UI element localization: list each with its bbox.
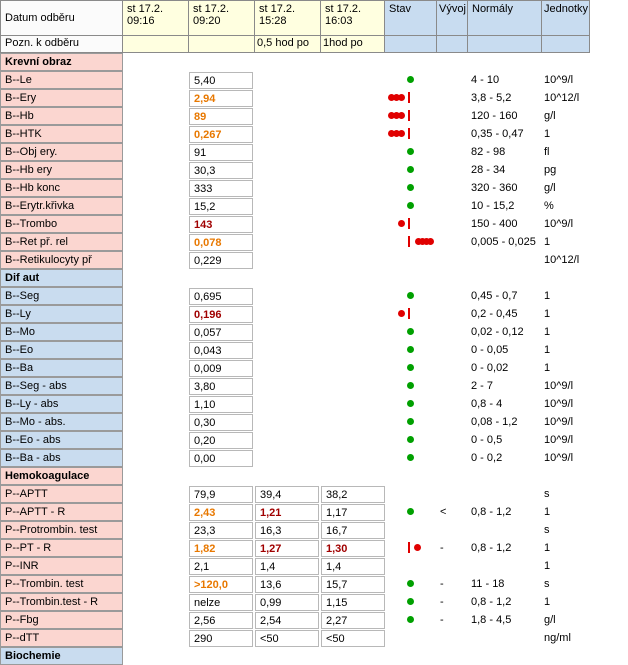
value-cell[interactable]: 0,057	[189, 324, 253, 341]
row-label[interactable]: B--Ly	[0, 305, 123, 323]
value-cell[interactable]: 0,229	[189, 252, 253, 269]
status-dot-normal	[407, 292, 414, 299]
status-dot-normal	[407, 436, 414, 443]
header-stav-sub	[384, 35, 437, 53]
value-cell[interactable]: 1,15	[321, 594, 385, 611]
value-cell[interactable]: 2,56	[189, 612, 253, 629]
row-label[interactable]: B--Mo - abs.	[0, 413, 123, 431]
trend-indicator: -	[440, 596, 444, 608]
row-label[interactable]: P--PT - R	[0, 539, 123, 557]
unit: 1	[544, 344, 551, 356]
normal-range: 10 - 15,2	[471, 200, 515, 212]
value-cell[interactable]: 2,43	[189, 504, 253, 521]
value-cell[interactable]: 1,10	[189, 396, 253, 413]
status-bar	[408, 218, 410, 229]
row-label[interactable]: B--Ly - abs	[0, 395, 123, 413]
normal-range: 0,8 - 1,2	[471, 542, 512, 554]
value-cell[interactable]: 3,80	[189, 378, 253, 395]
value-cell[interactable]: 2,27	[321, 612, 385, 629]
normal-range: 0,8 - 1,2	[471, 596, 512, 608]
status-dot-low	[398, 220, 405, 227]
header-jednotky[interactable]: Jednotky	[541, 0, 590, 36]
value-cell[interactable]: 0,99	[255, 594, 319, 611]
row-label[interactable]: P--dTT	[0, 629, 123, 647]
header-note-2[interactable]: 0,5 hod po	[254, 35, 321, 53]
value-cell[interactable]: 0,196	[189, 306, 253, 323]
unit: g/l	[544, 614, 556, 626]
status-dot-normal	[407, 202, 414, 209]
status-dot-normal	[407, 148, 414, 155]
value-cell[interactable]: 0,20	[189, 432, 253, 449]
header-clock: 09:16	[127, 15, 155, 27]
row-label[interactable]: B--Hb	[0, 107, 123, 125]
status-dot-normal	[407, 364, 414, 371]
header-normaly-sub	[467, 35, 542, 53]
row-label[interactable]: B--Ret př. rel	[0, 233, 123, 251]
status-bar	[408, 92, 410, 103]
unit: g/l	[544, 110, 556, 122]
header-date: st 17.2.	[325, 3, 362, 15]
normal-range: 0,2 - 0,45	[471, 308, 518, 320]
value-cell[interactable]: 0,267	[189, 126, 253, 143]
value-cell[interactable]: 2,94	[189, 90, 253, 107]
value-cell[interactable]: 1,4	[321, 558, 385, 575]
value-cell[interactable]: <50	[321, 630, 385, 647]
status-dot-high	[427, 238, 434, 245]
value-cell[interactable]: 1,82	[189, 540, 253, 557]
value-cell[interactable]: 30,3	[189, 162, 253, 179]
row-label[interactable]: B--Retikulocyty př	[0, 251, 123, 269]
status-dot-low	[398, 130, 405, 137]
unit: 10^12/l	[544, 92, 580, 104]
row-label[interactable]: B--Mo	[0, 323, 123, 341]
value-cell[interactable]: 16,3	[255, 522, 319, 539]
status-bar	[408, 236, 410, 247]
row-label[interactable]: B--Erytr.křivka	[0, 197, 123, 215]
value-cell[interactable]: 15,7	[321, 576, 385, 593]
normal-range: 0,8 - 1,2	[471, 506, 512, 518]
value-cell[interactable]: 1,4	[255, 558, 319, 575]
value-cell[interactable]: 0,30	[189, 414, 253, 431]
row-label[interactable]: P--INR	[0, 557, 123, 575]
value-cell[interactable]: 143	[189, 216, 253, 233]
header-note-3[interactable]: 1hod po	[320, 35, 387, 53]
normal-range: 82 - 98	[471, 146, 506, 158]
status-bar	[408, 110, 410, 121]
row-label[interactable]: B--Le	[0, 71, 123, 89]
unit: 1	[544, 290, 551, 302]
unit: 1	[544, 596, 551, 608]
status-dot-normal	[407, 598, 414, 605]
value-cell[interactable]: 16,7	[321, 522, 385, 539]
header-normaly[interactable]: Normály	[467, 0, 542, 36]
value-cell[interactable]: 91	[189, 144, 253, 161]
value-cell[interactable]: 1,30	[321, 540, 385, 557]
value-cell[interactable]: 333	[189, 180, 253, 197]
normal-range: 2 - 7	[471, 380, 494, 392]
unit: 1	[544, 236, 551, 248]
value-cell[interactable]: 79,9	[189, 486, 253, 503]
value-cell[interactable]: 5,40	[189, 72, 253, 89]
status-dot-normal	[407, 382, 414, 389]
unit: 10^9/l	[544, 434, 574, 446]
value-cell[interactable]: 13,6	[255, 576, 319, 593]
status-dot-normal	[407, 400, 414, 407]
header-pozn: Pozn. k odběru	[0, 35, 123, 53]
normal-range: 11 - 18	[471, 578, 505, 590]
normal-range: 0,45 - 0,7	[471, 290, 518, 302]
normal-range: 0 - 0,02	[471, 362, 509, 374]
row-label[interactable]: B--Eo - abs	[0, 431, 123, 449]
row-label[interactable]: B--Eo	[0, 341, 123, 359]
normal-range: 0,35 - 0,47	[471, 128, 524, 140]
status-bar	[408, 128, 410, 139]
normal-range: 0,08 - 1,2	[471, 416, 518, 428]
unit: 1	[544, 542, 551, 554]
status-bar	[408, 308, 410, 319]
unit: s	[544, 488, 550, 500]
header-jednotky-sub	[541, 35, 590, 53]
header-stav[interactable]: Stav	[384, 0, 437, 36]
status-dot-normal	[407, 418, 414, 425]
header-time-2[interactable]	[254, 0, 321, 36]
normal-range: 3,8 - 5,2	[471, 92, 512, 104]
trend-indicator: -	[440, 614, 444, 626]
row-label[interactable]: B--Ery	[0, 89, 123, 107]
status-dot-high	[414, 544, 421, 551]
trend-indicator: <	[440, 506, 447, 518]
header-time-3[interactable]	[320, 0, 387, 36]
unit: 1	[544, 560, 551, 572]
header-clock: 09:20	[193, 15, 221, 27]
normal-range: 320 - 360	[471, 182, 518, 194]
value-cell[interactable]: <50	[255, 630, 319, 647]
value-cell[interactable]: nelze	[189, 594, 253, 611]
value-cell[interactable]: 0,043	[189, 342, 253, 359]
status-dot-low	[398, 112, 405, 119]
normal-range: 4 - 10	[471, 74, 500, 86]
row-label[interactable]: B--Seg	[0, 287, 123, 305]
value-cell[interactable]: >120,0	[189, 576, 253, 593]
status-dot-normal	[407, 580, 414, 587]
unit: 1	[544, 128, 551, 140]
status-dot-low	[398, 310, 405, 317]
header-clock: 15:28	[259, 15, 287, 27]
value-cell[interactable]: 0,009	[189, 360, 253, 377]
normal-range: 0 - 0,2	[471, 452, 503, 464]
row-label[interactable]: B--HTK	[0, 125, 123, 143]
row-label[interactable]: P--Trombin.test - R	[0, 593, 123, 611]
unit: 1	[544, 506, 551, 518]
value-cell[interactable]: 2,54	[255, 612, 319, 629]
section-header: Biochemie	[0, 647, 123, 665]
unit: 1	[544, 326, 551, 338]
header-date: st 17.2.	[259, 3, 296, 15]
value-cell[interactable]: 290	[189, 630, 253, 647]
status-dot-normal	[407, 328, 414, 335]
value-cell[interactable]: 1,17	[321, 504, 385, 521]
header-vyvoj[interactable]: Vývoj	[436, 0, 468, 36]
normal-range: 0,005 - 0,025	[471, 236, 536, 248]
header-clock: 16:03	[325, 15, 353, 27]
status-dot-normal	[407, 454, 414, 461]
trend-indicator: -	[440, 578, 444, 590]
row-label[interactable]: B--Ba	[0, 359, 123, 377]
section-header: Hemokoagulace	[0, 467, 123, 485]
row-label[interactable]: B--Seg - abs	[0, 377, 123, 395]
unit: 10^9/l	[544, 452, 574, 464]
unit: 10^9/l	[544, 218, 574, 230]
header-time-0[interactable]	[122, 0, 189, 36]
unit: s	[544, 524, 550, 536]
value-cell[interactable]: 0,00	[189, 450, 253, 467]
trend-indicator: -	[440, 542, 444, 554]
unit: s	[544, 578, 550, 590]
unit: ng/ml	[544, 632, 571, 644]
row-label[interactable]: B--Obj ery.	[0, 143, 123, 161]
row-label[interactable]: B--Ba - abs	[0, 449, 123, 467]
value-cell[interactable]: 0,695	[189, 288, 253, 305]
unit: 10^9/l	[544, 398, 574, 410]
normal-range: 0,8 - 4	[471, 398, 503, 410]
header-note-0[interactable]	[122, 35, 189, 53]
row-label[interactable]: P--APTT	[0, 485, 123, 503]
normal-range: 120 - 160	[471, 110, 518, 122]
value-cell[interactable]: 2,1	[189, 558, 253, 575]
unit: 1	[544, 308, 551, 320]
header-datum-odberu: Datum odběru	[0, 0, 123, 36]
section-header: Krevní obraz	[0, 53, 123, 71]
header-time-1[interactable]	[188, 0, 255, 36]
normal-range: 0 - 0,5	[471, 434, 503, 446]
status-dot-normal	[407, 184, 414, 191]
unit: 10^9/l	[544, 416, 574, 428]
value-cell[interactable]: 89	[189, 108, 253, 125]
row-label[interactable]: B--Trombo	[0, 215, 123, 233]
unit: 10^9/l	[544, 380, 574, 392]
status-dot-normal	[407, 508, 414, 515]
row-label[interactable]: P--APTT - R	[0, 503, 123, 521]
normal-range: 150 - 400	[471, 218, 518, 230]
unit: fl	[544, 146, 550, 158]
header-date: st 17.2.	[127, 3, 164, 15]
value-cell[interactable]: 38,2	[321, 486, 385, 503]
status-bar	[408, 542, 410, 553]
value-cell[interactable]: 23,3	[189, 522, 253, 539]
header-note-1[interactable]	[188, 35, 255, 53]
header-date: st 17.2.	[193, 3, 230, 15]
value-cell[interactable]: 1,27	[255, 540, 319, 557]
row-label[interactable]: P--Trombin. test	[0, 575, 123, 593]
normal-range: 0 - 0,05	[471, 344, 509, 356]
row-label[interactable]: B--Hb ery	[0, 161, 123, 179]
status-dot-low	[398, 94, 405, 101]
normal-range: 28 - 34	[471, 164, 506, 176]
row-label[interactable]: B--Hb konc	[0, 179, 123, 197]
section-header: Dif aut	[0, 269, 123, 287]
normal-range: 0,02 - 0,12	[471, 326, 524, 338]
row-label[interactable]: P--Protrombin. test	[0, 521, 123, 539]
status-dot-normal	[407, 616, 414, 623]
value-cell[interactable]: 39,4	[255, 486, 319, 503]
unit: 10^12/l	[544, 254, 580, 266]
unit: 1	[544, 362, 551, 374]
unit: g/l	[544, 182, 556, 194]
row-label[interactable]: P--Fbg	[0, 611, 123, 629]
value-cell[interactable]: 0,078	[189, 234, 253, 251]
unit: %	[544, 200, 554, 212]
value-cell[interactable]: 1,21	[255, 504, 319, 521]
unit: pg	[544, 164, 557, 176]
normal-range: 1,8 - 4,5	[471, 614, 512, 626]
header-vyvoj-sub	[436, 35, 468, 53]
value-cell[interactable]: 15,2	[189, 198, 253, 215]
status-dot-normal	[407, 346, 414, 353]
status-dot-normal	[407, 76, 414, 83]
unit: 10^9/l	[544, 74, 574, 86]
status-dot-normal	[407, 166, 414, 173]
